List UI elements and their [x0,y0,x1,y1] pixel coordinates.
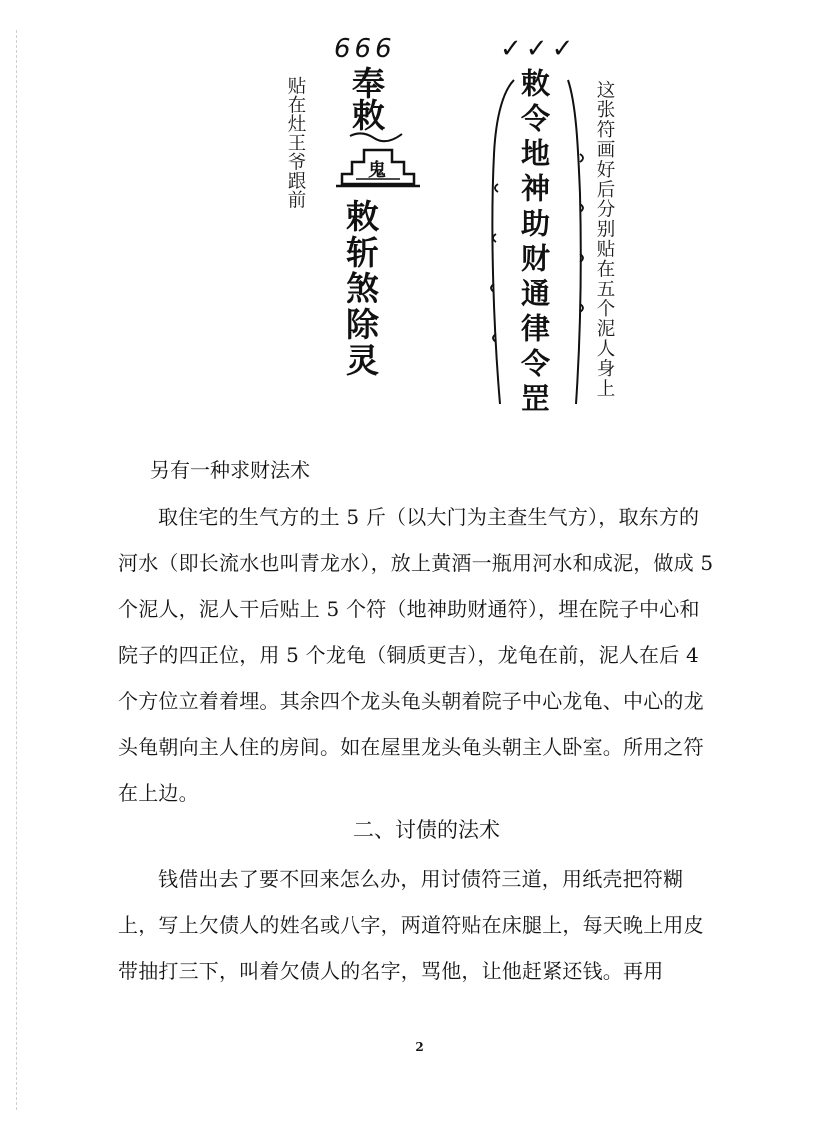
talisman-stove-god [322,34,432,434]
talisman-upper-chars: 奉敕 [347,66,386,130]
talisman-center-char: 鬼 [368,160,386,181]
talisman-earth-god-wealth [480,34,600,424]
scan-edge-artifact [16,30,17,1110]
paragraph-debt-collection: 钱借出去了要不回来怎么办，用讨债符三道，用纸壳把符糊上，写上欠债人的姓名或八字，两道符贴在床腿上，每天晚上用皮带抽打三下，叫着欠债人的名字，骂他，让他赶紧还钱。再用 [118,867,704,983]
talisman-lower-chars: 敕斩煞除灵 [341,199,380,379]
page-number: 2 [415,1040,424,1054]
right-vertical-note: 这张符画好后分别贴在五个泥人身上 [594,80,615,399]
talisman-check-marks: ✓✓✓ [500,34,578,64]
left-vertical-note: 贴在灶王爷跟前 [285,76,306,209]
section-heading-debt-collection: 二、讨债的法术 [353,818,500,842]
paragraph-wealth-method: 取住宅的生气方的土 5 斤（以大门为主查生气方），取东方的河水（即长流水也叫青龙水），放上黄酒一瓶用河水和成泥，做成 5 个泥人，泥人干后贴上 5 个符（地神助财通符），埋在院子中心和院子的四正位，用 5 个龙龟（铜质更吉），龙龟在前，泥人在后 4 个方位立着着埋。其余四个龙头龟头朝着院子中心龙龟、中心的龙头龟朝向主人住的房间。如在屋里龙头龟头朝主人卧室。所用之符在上边。 [118,505,714,805]
talisman-marks-666: 666 [334,34,396,64]
subheading-wealth-method: 另有一种求财法术 [150,458,310,482]
talisman-right-chars: 敕令地神助财通律令罡 [517,68,551,418]
